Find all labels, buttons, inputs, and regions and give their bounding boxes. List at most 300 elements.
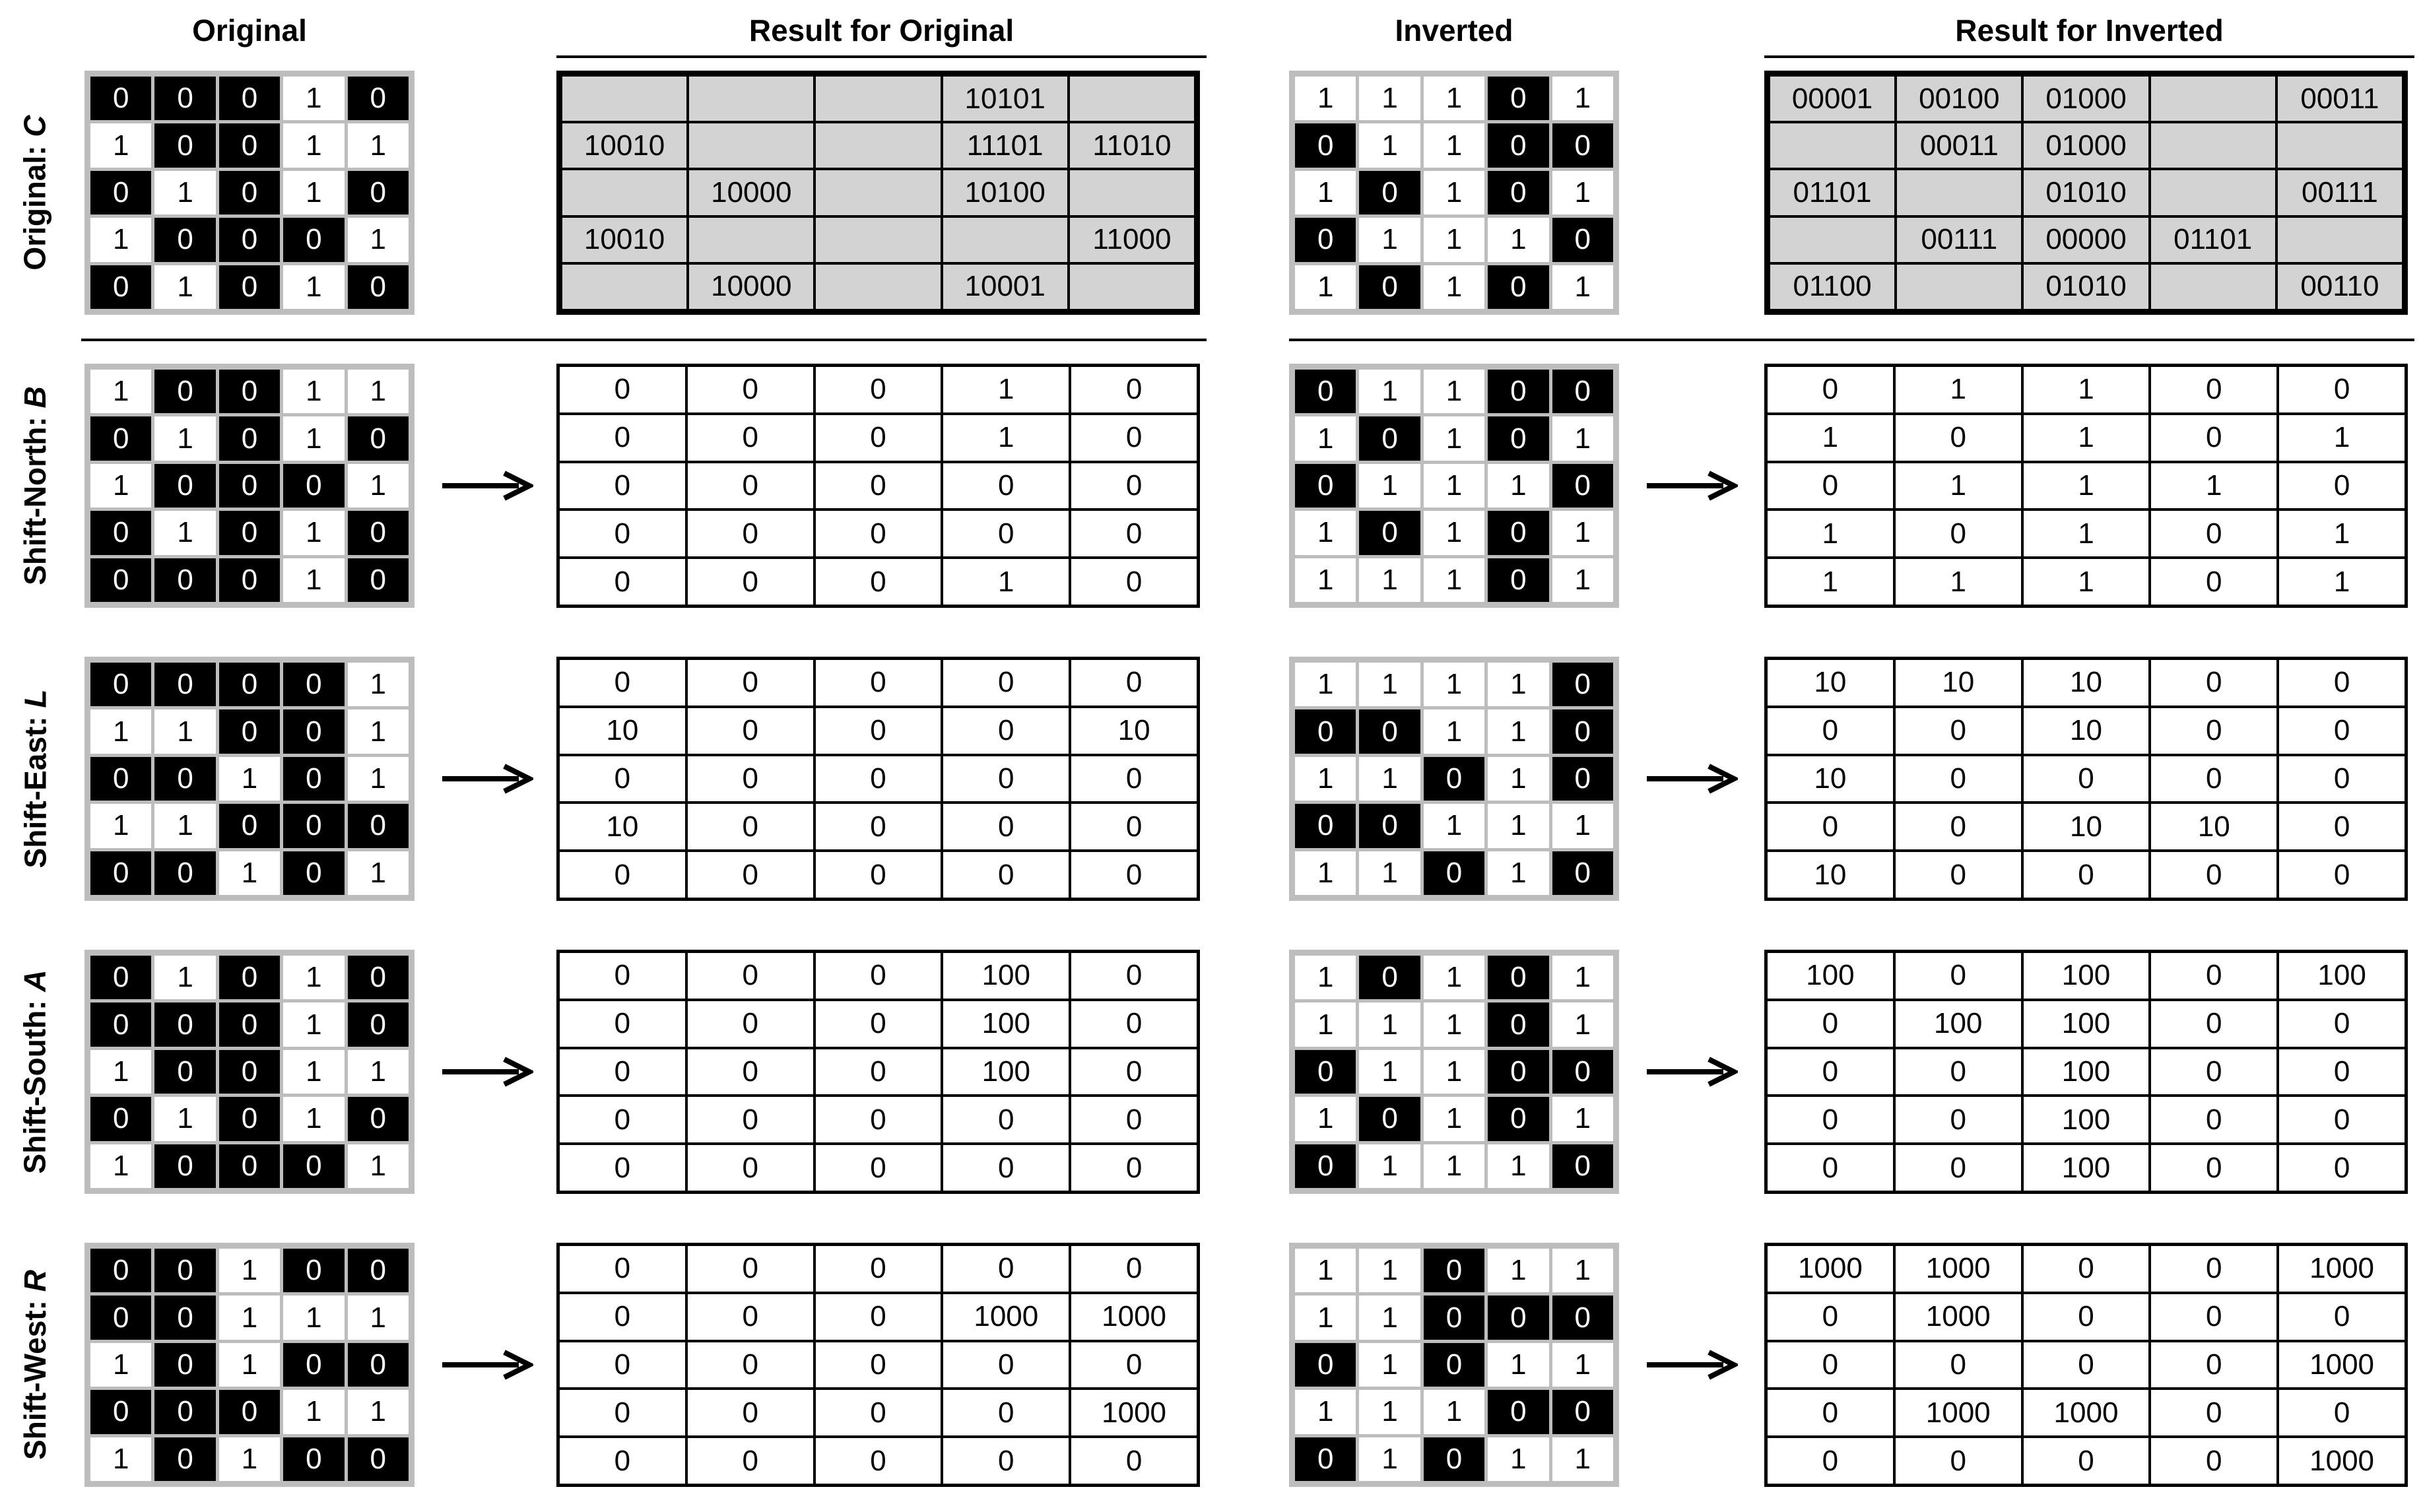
header-rule-result-inverted [1764, 55, 2414, 58]
bit-cell: 1 [1424, 464, 1484, 508]
bit-cell: 1 [1488, 464, 1548, 508]
right-arrow-icon [441, 1055, 533, 1088]
result-cell: 0 [816, 1097, 941, 1142]
result-cell: 10 [2024, 708, 2149, 754]
bit-cell: 1 [1552, 1437, 1613, 1481]
result-cell: 0 [560, 1049, 685, 1095]
header-inverted: Inverted [1395, 13, 1513, 48]
bit-cell: 1 [348, 218, 409, 261]
result-cell: 100 [2024, 1049, 2149, 1095]
result-cell: 0 [2279, 1145, 2405, 1191]
right-arrow-icon [1645, 1348, 1738, 1381]
result-cell: 01000 [2024, 123, 2148, 168]
bit-cell: 1 [1359, 1296, 1420, 1339]
result-cell: 10 [2024, 804, 2149, 849]
result-inverted-grid [1764, 1243, 2408, 1487]
bit-cell: 0 [1552, 370, 1613, 413]
bit-cell: 1 [1359, 1343, 1420, 1387]
bit-cell: 0 [219, 123, 280, 167]
result-cell: 100 [943, 1049, 1069, 1095]
result-cell: 1000 [2279, 1342, 2405, 1388]
result-cell: 0 [943, 1438, 1069, 1484]
bit-cell: 1 [1424, 370, 1484, 413]
result-cell: 0 [943, 1145, 1069, 1191]
right-arrow-icon [441, 762, 533, 795]
bit-cell: 1 [1359, 1050, 1420, 1094]
result-cell [562, 77, 686, 121]
bit-cell: 0 [1295, 1437, 1356, 1481]
result-cell: 01100 [1770, 265, 1894, 309]
result-cell [562, 170, 686, 214]
bit-cell: 1 [90, 218, 151, 261]
result-cell: 0 [1071, 1438, 1197, 1484]
result-cell: 0 [943, 1246, 1069, 1292]
bit-cell: 1 [348, 757, 409, 801]
bit-cell: 0 [154, 370, 215, 413]
result-cell: 1 [2024, 367, 2149, 412]
result-cell: 0 [688, 852, 813, 898]
result-cell: 0 [560, 660, 685, 706]
bit-cell: 0 [1552, 218, 1613, 261]
bit-cell: 0 [154, 1390, 215, 1433]
bit-cell: 1 [90, 1144, 151, 1188]
result-cell: 1 [2279, 559, 2405, 605]
result-cell: 0 [688, 1342, 813, 1388]
result-cell: 0 [560, 559, 685, 605]
bit-cell: 0 [154, 1050, 215, 1094]
header-result-original: Result for Original [748, 13, 1014, 48]
result-cell: 0 [943, 1097, 1069, 1142]
result-cell: 0 [1768, 1294, 1893, 1340]
bit-cell: 1 [1552, 1343, 1613, 1387]
right-arrow-icon [1645, 469, 1738, 502]
result-cell: 0 [1071, 463, 1197, 509]
result-cell: 0 [2279, 660, 2405, 706]
bit-cell: 0 [1424, 1296, 1484, 1339]
result-cell [1770, 218, 1894, 262]
bit-cell: 1 [154, 709, 215, 753]
bit-cell: 0 [1488, 77, 1548, 120]
row-label-variable: R [18, 1270, 53, 1292]
bit-cell: 1 [1424, 265, 1484, 309]
result-cell: 00001 [1770, 77, 1894, 121]
result-cell: 100 [2024, 1097, 2149, 1142]
result-inverted-grid [1764, 950, 2408, 1194]
bit-cell: 0 [90, 511, 151, 554]
bit-cell: 0 [1552, 1390, 1613, 1433]
result-cell [689, 218, 813, 262]
bit-cell: 1 [1488, 851, 1548, 895]
header-original: Original [192, 13, 307, 48]
result-cell: 0 [1768, 1049, 1893, 1095]
result-cell: 0 [1896, 415, 2021, 461]
result-cell: 0 [560, 1438, 685, 1484]
right-arrow-icon [441, 1348, 533, 1381]
bit-cell: 0 [1488, 1296, 1548, 1339]
result-cell: 0 [688, 1438, 813, 1484]
result-cell: 0 [560, 756, 685, 802]
result-cell: 0 [2151, 660, 2276, 706]
bit-cell: 1 [1424, 218, 1484, 261]
original-grid [84, 364, 415, 608]
result-cell: 100 [2279, 953, 2405, 999]
bit-cell: 0 [90, 558, 151, 602]
bit-cell: 0 [283, 1144, 344, 1188]
result-cell: 0 [2151, 1001, 2276, 1047]
result-cell: 10 [1768, 756, 1893, 802]
bit-cell: 0 [219, 370, 280, 413]
result-cell: 0 [1071, 559, 1197, 605]
row-label-prefix: Shift-South: [18, 991, 52, 1174]
result-cell: 0 [943, 1390, 1069, 1435]
bit-cell: 0 [1295, 1343, 1356, 1387]
result-cell: 0 [2279, 1390, 2405, 1435]
result-cell [816, 218, 940, 262]
bit-cell: 1 [1424, 1003, 1484, 1046]
result-cell: 0 [1768, 708, 1893, 754]
result-cell: 0 [560, 1001, 685, 1047]
bit-cell: 0 [1552, 123, 1613, 167]
bit-cell: 1 [219, 757, 280, 801]
bit-cell: 1 [1359, 663, 1420, 706]
result-cell: 0 [1071, 756, 1197, 802]
inverted-grid [1289, 657, 1619, 901]
result-cell: 0 [943, 708, 1069, 754]
bit-cell: 0 [154, 1437, 215, 1481]
bit-cell: 0 [1488, 511, 1548, 554]
bit-cell: 0 [348, 1003, 409, 1046]
bit-cell: 0 [1295, 804, 1356, 847]
bit-cell: 1 [1295, 757, 1356, 801]
result-cell: 0 [943, 660, 1069, 706]
result-cell: 0 [1071, 1145, 1197, 1191]
result-cell [2278, 218, 2402, 262]
result-cell: 0 [1896, 804, 2021, 849]
bit-cell: 0 [1359, 416, 1420, 460]
bit-cell: 1 [1488, 1343, 1548, 1387]
result-cell: 0 [688, 660, 813, 706]
result-cell [2151, 123, 2275, 168]
original-grid [84, 1243, 415, 1487]
result-cell: 1 [2024, 511, 2149, 556]
bit-cell: 1 [283, 416, 344, 460]
result-cell: 1 [943, 559, 1069, 605]
bit-cell: 1 [283, 1003, 344, 1046]
bit-cell: 1 [1552, 511, 1613, 554]
bit-cell: 0 [283, 1343, 344, 1387]
result-cell: 0 [816, 415, 941, 461]
bit-cell: 0 [90, 663, 151, 706]
result-cell: 0 [943, 463, 1069, 509]
result-cell: 0 [2279, 463, 2405, 509]
bit-cell: 0 [1488, 1003, 1548, 1046]
bit-cell: 1 [348, 1050, 409, 1094]
result-cell: 1 [2024, 559, 2149, 605]
result-cell: 0 [943, 852, 1069, 898]
bit-cell: 0 [219, 265, 280, 309]
bit-cell: 0 [1359, 956, 1420, 999]
bit-cell: 1 [1295, 663, 1356, 706]
result-cell: 1000 [2279, 1246, 2405, 1292]
bit-cell: 0 [90, 956, 151, 999]
result-cell: 0 [1896, 1438, 2021, 1484]
result-cell: 0 [2279, 1001, 2405, 1047]
result-cell: 1 [943, 367, 1069, 412]
result-cell: 0 [688, 1097, 813, 1142]
bit-cell: 0 [1295, 218, 1356, 261]
result-cell: 0 [2024, 1438, 2149, 1484]
result-cell: 0 [560, 1145, 685, 1191]
result-cell: 10100 [943, 170, 1067, 214]
result-cell: 10001 [943, 265, 1067, 309]
bit-cell: 0 [1295, 1050, 1356, 1094]
bit-cell: 1 [348, 1390, 409, 1433]
result-cell: 0 [1768, 1145, 1893, 1191]
bit-cell: 1 [1488, 218, 1548, 261]
result-inverted-grid [1764, 71, 2408, 315]
bit-cell: 1 [1295, 171, 1356, 214]
result-cell: 1000 [2279, 1438, 2405, 1484]
bit-cell: 1 [1552, 416, 1613, 460]
bit-cell: 1 [1295, 77, 1356, 120]
original-grid [84, 657, 415, 901]
bit-cell: 0 [1488, 123, 1548, 167]
bit-cell: 0 [1488, 558, 1548, 602]
result-cell [816, 123, 940, 168]
result-cell: 0 [1071, 1001, 1197, 1047]
bit-cell: 0 [348, 416, 409, 460]
result-cell [2151, 77, 2275, 121]
result-cell: 0 [688, 1049, 813, 1095]
result-cell: 11010 [1070, 123, 1194, 168]
result-cell: 0 [816, 852, 941, 898]
bit-cell: 1 [90, 804, 151, 847]
bit-cell: 0 [283, 757, 344, 801]
bit-cell: 0 [90, 171, 151, 214]
row-label-text [17, 970, 53, 1173]
result-cell: 0 [688, 804, 813, 849]
row-label-text [17, 115, 53, 270]
result-cell: 100 [2024, 953, 2149, 999]
bit-cell: 0 [90, 1003, 151, 1046]
result-cell: 0 [1071, 1342, 1197, 1388]
bit-cell: 1 [1488, 1437, 1548, 1481]
result-cell: 0 [688, 953, 813, 999]
result-cell: 1 [1896, 463, 2021, 509]
bit-cell: 1 [154, 416, 215, 460]
bit-cell: 0 [283, 804, 344, 847]
bit-cell: 1 [1359, 1437, 1420, 1481]
result-cell [816, 265, 940, 309]
result-cell: 0 [1896, 708, 2021, 754]
result-cell [2151, 265, 2275, 309]
result-cell: 0 [816, 1145, 941, 1191]
original-grid [84, 950, 415, 1194]
result-cell: 0 [2151, 1246, 2276, 1292]
bit-cell: 0 [90, 1390, 151, 1433]
result-cell: 0 [688, 1390, 813, 1435]
result-cell: 0 [1768, 1001, 1893, 1047]
result-cell: 1000 [1896, 1294, 2021, 1340]
result-cell: 0 [1896, 1049, 2021, 1095]
result-cell [2151, 170, 2275, 214]
bit-cell: 0 [1424, 757, 1484, 801]
bit-cell: 1 [1295, 1003, 1356, 1046]
bit-cell: 0 [1359, 1097, 1420, 1140]
bit-cell: 0 [90, 1097, 151, 1140]
bit-cell: 1 [1295, 1097, 1356, 1140]
bit-cell: 1 [1552, 1249, 1613, 1292]
result-cell: 0 [2151, 1294, 2276, 1340]
result-cell: 0 [1896, 1145, 2021, 1191]
result-cell: 0 [2151, 1390, 2276, 1435]
result-cell: 0 [2279, 1097, 2405, 1142]
result-cell: 0 [816, 708, 941, 754]
bit-cell: 1 [90, 709, 151, 753]
bit-cell: 1 [283, 558, 344, 602]
bit-cell: 0 [348, 171, 409, 214]
result-cell [816, 170, 940, 214]
bit-cell: 0 [1295, 370, 1356, 413]
result-cell: 0 [816, 1438, 941, 1484]
bit-cell: 1 [283, 1097, 344, 1140]
bit-cell: 1 [1424, 123, 1484, 167]
bit-cell: 1 [1488, 757, 1548, 801]
bit-cell: 0 [1424, 1437, 1484, 1481]
bit-cell: 0 [154, 757, 215, 801]
result-cell: 0 [816, 1246, 941, 1292]
result-cell: 00000 [2024, 218, 2148, 262]
bit-cell: 1 [1359, 1003, 1420, 1046]
result-cell: 0 [2151, 1145, 2276, 1191]
bit-cell: 1 [1424, 1050, 1484, 1094]
bit-cell: 1 [1424, 709, 1484, 753]
result-cell: 0 [1768, 367, 1893, 412]
bit-cell: 1 [1488, 709, 1548, 753]
result-inverted-grid [1764, 364, 2408, 608]
bit-cell: 0 [1359, 709, 1420, 753]
bit-cell: 0 [154, 663, 215, 706]
result-original-grid [556, 1243, 1200, 1487]
result-cell: 11101 [943, 123, 1067, 168]
result-cell: 0 [688, 1294, 813, 1340]
bit-cell: 0 [283, 1437, 344, 1481]
result-cell: 0 [2024, 1342, 2149, 1388]
bit-cell: 1 [348, 663, 409, 706]
result-cell: 0 [1071, 1097, 1197, 1142]
bit-cell: 0 [219, 464, 280, 508]
result-original-grid [556, 364, 1200, 608]
result-cell: 10 [1071, 708, 1197, 754]
separator-left [81, 339, 1207, 341]
result-cell: 10 [2024, 660, 2149, 706]
bit-cell: 1 [348, 851, 409, 895]
bit-cell: 0 [154, 1144, 215, 1188]
result-cell: 0 [560, 511, 685, 556]
bit-cell: 1 [1295, 851, 1356, 895]
result-cell: 0 [1896, 1342, 2021, 1388]
result-cell: 0 [816, 463, 941, 509]
result-cell: 0 [2151, 559, 2276, 605]
bit-cell: 1 [1488, 804, 1548, 847]
result-cell: 10 [560, 708, 685, 754]
result-cell: 0 [2151, 756, 2276, 802]
bit-cell: 1 [1295, 265, 1356, 309]
bit-cell: 1 [1359, 757, 1420, 801]
inverted-grid [1289, 71, 1619, 315]
result-cell: 0 [1896, 953, 2021, 999]
result-cell: 0 [2279, 756, 2405, 802]
bit-cell: 0 [154, 1249, 215, 1292]
result-cell [1770, 123, 1894, 168]
bit-cell: 1 [154, 265, 215, 309]
row-label [5, 1243, 65, 1487]
result-cell: 0 [2151, 1049, 2276, 1095]
row-label-variable: L [18, 689, 53, 708]
bit-cell: 0 [1424, 1343, 1484, 1387]
bit-cell: 0 [1552, 709, 1613, 753]
result-cell: 0 [943, 756, 1069, 802]
bit-cell: 1 [1552, 171, 1613, 214]
result-cell: 1 [2024, 463, 2149, 509]
bit-cell: 0 [219, 511, 280, 554]
original-grid [84, 71, 415, 315]
header-result-inverted: Result for Inverted [1955, 13, 2224, 48]
result-cell: 1 [1768, 511, 1893, 556]
bit-cell: 1 [1359, 123, 1420, 167]
result-cell: 0 [816, 559, 941, 605]
result-cell: 1000 [1896, 1246, 2021, 1292]
bit-cell: 1 [90, 1437, 151, 1481]
result-cell: 0 [816, 660, 941, 706]
bit-cell: 0 [1488, 1097, 1548, 1140]
bit-cell: 0 [348, 1249, 409, 1292]
bit-cell: 1 [1552, 1097, 1613, 1140]
result-cell: 0 [688, 708, 813, 754]
bit-cell: 0 [1552, 757, 1613, 801]
result-cell: 100 [943, 1001, 1069, 1047]
bit-cell: 0 [154, 77, 215, 120]
result-cell [1897, 265, 2021, 309]
bit-cell: 1 [1424, 558, 1484, 602]
bit-cell: 0 [1295, 123, 1356, 167]
result-cell: 0 [1896, 1097, 2021, 1142]
result-cell: 1 [1768, 415, 1893, 461]
bit-cell: 1 [1488, 1249, 1548, 1292]
result-cell: 1 [2151, 463, 2276, 509]
bit-cell: 1 [348, 1296, 409, 1339]
bit-cell: 0 [348, 804, 409, 847]
bit-cell: 1 [1295, 1390, 1356, 1433]
bit-cell: 1 [1424, 77, 1484, 120]
bit-cell: 0 [154, 218, 215, 261]
bit-cell: 1 [1552, 558, 1613, 602]
result-cell [816, 77, 940, 121]
result-cell: 00110 [2278, 265, 2402, 309]
result-cell: 0 [560, 1246, 685, 1292]
result-cell: 0 [688, 415, 813, 461]
bit-cell: 1 [219, 1296, 280, 1339]
result-cell: 0 [1768, 1438, 1893, 1484]
bit-cell: 0 [283, 464, 344, 508]
result-cell: 0 [1896, 511, 2021, 556]
bit-cell: 1 [1488, 1144, 1548, 1188]
result-cell: 0 [2024, 1294, 2149, 1340]
result-cell: 1 [2024, 415, 2149, 461]
bit-cell: 1 [90, 1343, 151, 1387]
inverted-grid [1289, 950, 1619, 1194]
bit-cell: 0 [154, 1343, 215, 1387]
